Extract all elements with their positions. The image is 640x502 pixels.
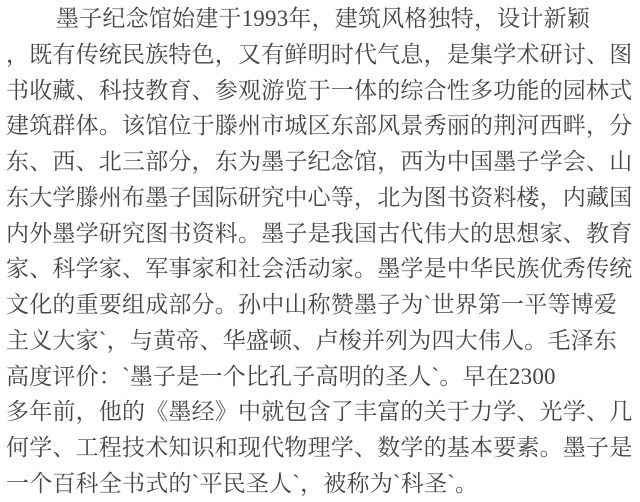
paragraph-line: 一个百科全书式的`平民圣人`，被称为`科圣`。 bbox=[6, 470, 479, 496]
paragraph-line: 东大学滕州布墨子国际研究中心等，北为图书资料楼，内藏国 bbox=[6, 184, 633, 210]
paragraph-line: 文化的重要组成部分。孙中山称赞墨子为`世界第一平等博爱 bbox=[6, 292, 618, 317]
paragraph-line: 墨子纪念馆始建于1993年，建筑风格独特，设计新颖 bbox=[56, 6, 590, 31]
paragraph-line: 内外墨学研究图书资料。墨子是我国古代伟大的思想家、教育 bbox=[6, 220, 633, 246]
paragraph-line: ，既有传统民族特色，又有鲜明时代气息，是集学术研讨、图 bbox=[6, 41, 633, 67]
paragraph-line: 何学、工程技术知识和现代物理学、数学的基本要素。墨子是 bbox=[6, 435, 633, 460]
paragraph-line: 主义大家`，与黄帝、华盛顿、卢梭并列为四大伟人。毛泽东 bbox=[6, 327, 618, 353]
paragraph-line: 建筑群体。该馆位于滕州市城区东部风景秀丽的荆河西畔，分 bbox=[6, 113, 633, 139]
paragraph-line: 家、科学家、军事家和社会活动家。墨学是中华民族优秀传统 bbox=[6, 256, 633, 282]
paragraph-line: 东、西、北三部分，东为墨子纪念馆，西为中国墨子学会、山 bbox=[6, 149, 633, 174]
paragraph-line: 多年前，他的《墨经》中就包含了丰富的关于力学、光学、几 bbox=[6, 399, 633, 425]
paragraph-line: 高度评价：`墨子是一个比孔子高明的圣人`。早在2300 bbox=[6, 363, 556, 389]
paragraph-line: 书收藏、科技教育、参观游览于一体的综合性多功能的园林式 bbox=[6, 77, 633, 103]
